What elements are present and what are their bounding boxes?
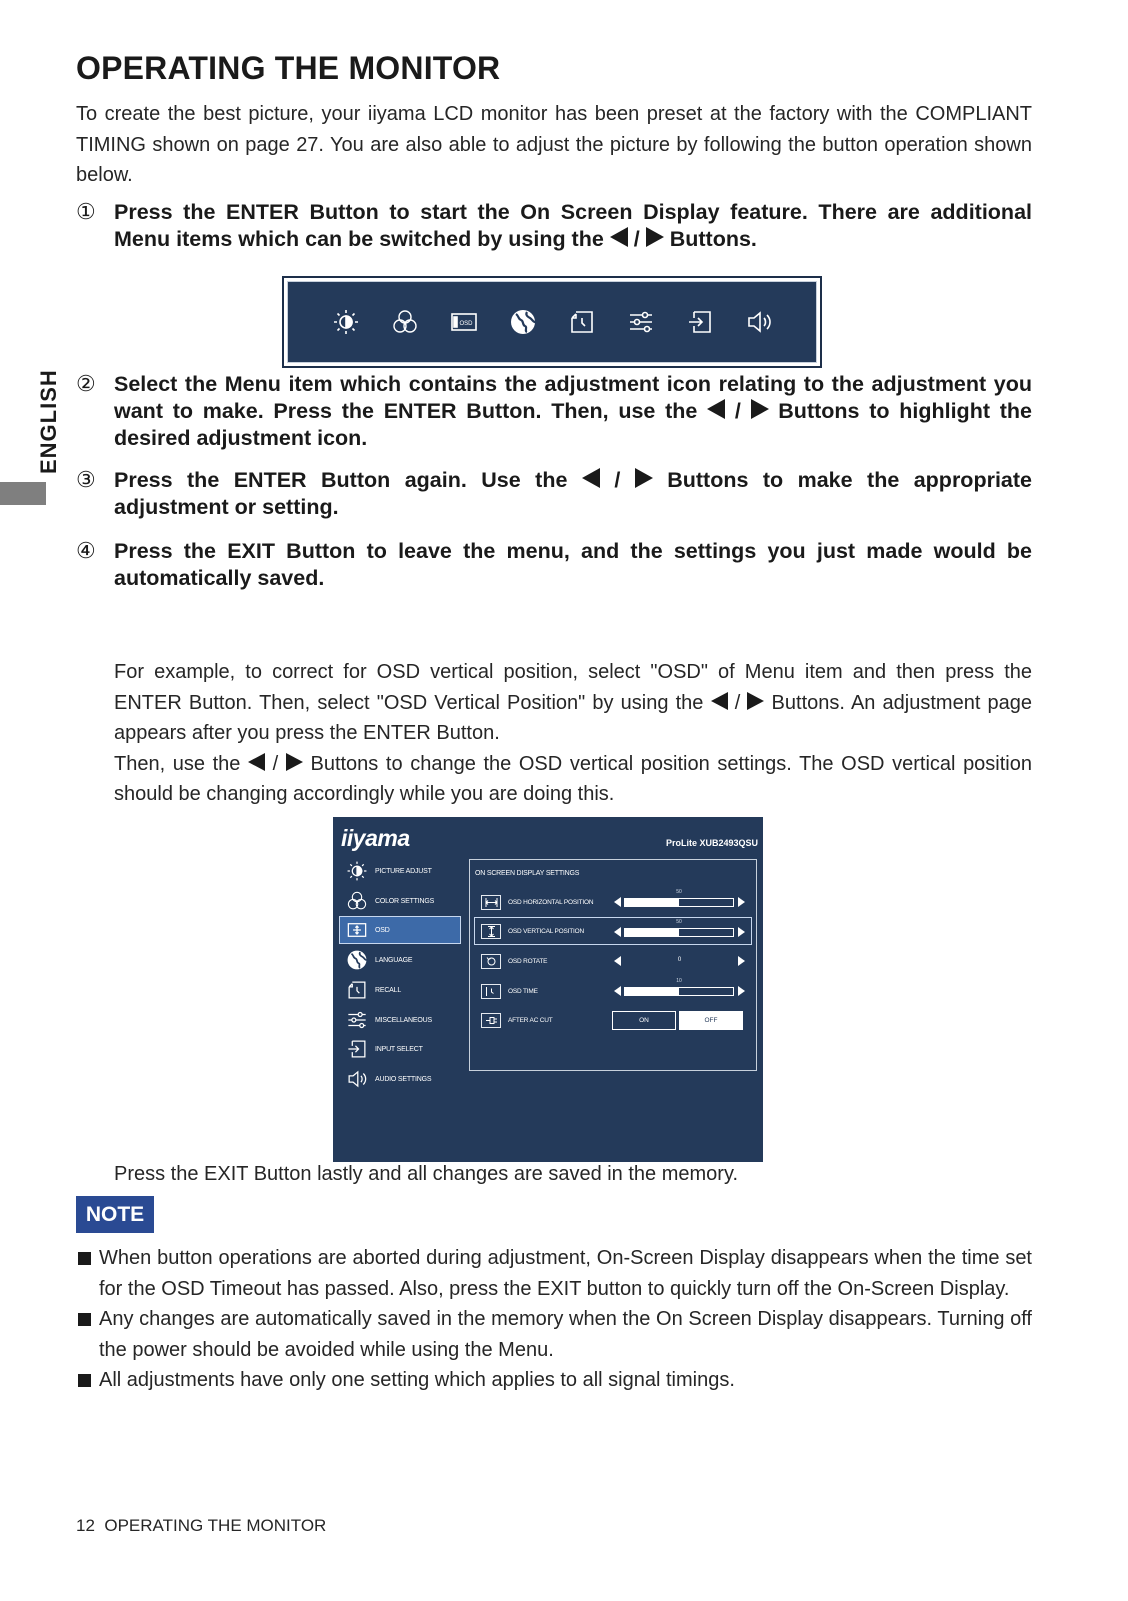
osd-menu-label: MISCELLANEOUS: [375, 1016, 432, 1024]
osd-menu-item-audio-settings[interactable]: [340, 1065, 460, 1093]
step-1: [76, 199, 1032, 253]
right-arrow-icon: [646, 227, 664, 247]
exit-instruction: Press the EXIT Button lastly and all changes are saved in the memory.: [114, 1163, 739, 1185]
increase-arrow-icon[interactable]: [738, 986, 745, 996]
audio-settings-icon: [345, 1067, 369, 1091]
intro-paragraph: To create the best picture, your iiyama LCD monitor has been preset at the factory with the COMPLIANT TIMING shown on page 27. You are also able to adjust the picture by following the button operation shown below.: [76, 103, 1032, 186]
step-text-b: Buttons to make the appropriate adjustment or setting.: [114, 468, 1032, 519]
page-number: 12: [76, 1516, 95, 1535]
power-plug-icon: [481, 1013, 501, 1028]
example-p2: [114, 749, 1032, 810]
osd-menu-item-picture-adjust[interactable]: [340, 857, 460, 885]
osd-menu-item-color-settings[interactable]: [340, 887, 460, 915]
note-item: [76, 1243, 1032, 1304]
example-slash: /: [734, 691, 741, 714]
color-settings-icon: [390, 307, 420, 337]
osd-icon-text: OSD: [458, 321, 473, 327]
osd-menu-label: PICTURE ADJUST: [375, 867, 432, 875]
osd-settings-panel: [469, 859, 757, 1071]
step-number: ②: [76, 371, 96, 396]
osd-menu-item-language[interactable]: [340, 946, 460, 974]
slider-track: [624, 987, 734, 996]
slider-value: 50: [676, 889, 682, 895]
increase-arrow-icon[interactable]: [738, 897, 745, 907]
slider[interactable]: [612, 977, 747, 1005]
step-slash: /: [734, 399, 741, 423]
osd-menu-item-input-select[interactable]: [340, 1035, 460, 1063]
left-arrow-icon: [610, 227, 628, 247]
osd-row-label: OSD TIME: [508, 987, 538, 995]
step-3: [76, 467, 1032, 521]
step-text-a: Press the ENTER Button to start the On Screen Display feature. There are additional Menu items which can be switched by using the: [114, 200, 1032, 251]
osd-menu-label: RECALL: [375, 986, 402, 994]
picture-adjust-icon: [331, 307, 361, 337]
step-text: Press the EXIT Button to leave the menu, and the settings you just made would be automatically saved.: [114, 539, 1032, 590]
osd-menu-strip-inner: [287, 281, 817, 363]
slider-fill: [625, 929, 679, 936]
step-slash: /: [614, 468, 621, 492]
square-bullet-icon: [78, 1374, 91, 1387]
osd-row-horizontal-position[interactable]: [475, 888, 751, 916]
vertical-position-icon: [481, 924, 501, 939]
picture-adjust-icon: [345, 859, 369, 883]
square-bullet-icon: [78, 1252, 91, 1265]
increase-arrow-icon[interactable]: [738, 956, 745, 966]
brand-logo: iiyama: [341, 825, 410, 851]
example-p1-a: For example, to correct for OSD vertical position, select "OSD" of Menu item and then press the ENTER Button. Then, select "OSD Vertical Position" by using the: [114, 661, 1032, 714]
square-bullet-icon: [78, 1313, 91, 1326]
osd-menu-item-recall[interactable]: [340, 976, 460, 1004]
slider-value: 50: [676, 919, 682, 925]
step-text-b: Buttons to highlight the desired adjustment icon.: [114, 399, 1032, 450]
slider-value: 10: [676, 978, 682, 984]
note-badge: NOTE: [76, 1196, 154, 1233]
increase-arrow-icon[interactable]: [738, 927, 745, 937]
left-arrow-icon: [711, 692, 728, 710]
language-side-tab-label: ENGLISH: [36, 369, 61, 474]
osd-screen: [333, 817, 763, 1162]
rotate-icon: [481, 954, 501, 969]
note-text: All adjustments have only one setting which applies to all signal timings.: [99, 1369, 735, 1391]
right-arrow-icon: [747, 692, 764, 710]
off-button[interactable]: OFF: [679, 1011, 743, 1030]
slider[interactable]: [612, 888, 747, 916]
step-number: ④: [76, 538, 96, 563]
slider[interactable]: [612, 918, 747, 946]
input-select-icon: [345, 1037, 369, 1061]
language-side-tab-bar: [0, 482, 46, 505]
osd-menu-label: COLOR SETTINGS: [375, 897, 435, 905]
miscellaneous-icon: [626, 307, 656, 337]
left-arrow-icon: [248, 753, 265, 771]
slider-fill: [625, 899, 679, 906]
color-settings-icon: [345, 889, 369, 913]
example-p1-b: Buttons. An adjustment page appears after you press the ENTER Button.: [114, 691, 1033, 744]
recall-icon: [567, 307, 597, 337]
step-number: ①: [76, 199, 96, 224]
model-name: ProLite XUB2493QSU: [665, 838, 758, 848]
value-selector[interactable]: [612, 947, 747, 975]
decrease-arrow-icon[interactable]: [614, 897, 621, 907]
osd-row-label: OSD HORIZONTAL POSITION: [508, 898, 594, 906]
language-icon: [345, 948, 369, 972]
step-4: [76, 538, 1032, 592]
timer-icon: [481, 984, 501, 999]
osd-icon: [449, 307, 479, 337]
step-text: [114, 467, 1032, 521]
osd-row-after-ac-cut[interactable]: [475, 1006, 751, 1034]
osd-menu-item-osd[interactable]: [339, 916, 461, 944]
step-number: ③: [76, 467, 96, 492]
right-arrow-icon: [286, 753, 303, 771]
osd-icon: [345, 918, 369, 942]
step-text: [114, 371, 1032, 452]
horizontal-position-icon: [481, 895, 501, 910]
example-paragraph: [114, 657, 1032, 810]
note-list: [76, 1243, 1032, 1396]
footer-section: OPERATING THE MONITOR: [104, 1516, 327, 1535]
slider-track: [624, 898, 734, 907]
panel-title: ON SCREEN DISPLAY SETTINGS: [475, 870, 580, 877]
osd-row-label: OSD VERTICAL POSITION: [508, 927, 584, 935]
step-text-a: Select the Menu item which contains the adjustment icon relating to the adjustment you want to make. Press the ENTER Button. Then, use the: [114, 372, 1032, 423]
language-icon: [508, 307, 538, 337]
slider-fill: [625, 988, 679, 995]
slider-track: [624, 928, 734, 937]
osd-menu-label: AUDIO SETTINGS: [375, 1075, 432, 1083]
osd-row-vertical-position[interactable]: [474, 917, 752, 945]
osd-menu-item-miscellaneous[interactable]: [340, 1006, 460, 1034]
step-text: [114, 199, 1032, 253]
osd-menu-label: OSD: [375, 926, 390, 934]
input-select-icon: [685, 307, 715, 337]
audio-settings-icon: [744, 307, 774, 337]
note-item: [76, 1365, 1032, 1396]
step-2: [76, 371, 1032, 452]
osd-menu-label: INPUT SELECT: [375, 1045, 423, 1053]
right-arrow-icon: [635, 468, 653, 488]
page-footer: [76, 1516, 326, 1536]
osd-row-rotate[interactable]: [475, 947, 751, 975]
note-text: When button operations are aborted during adjustment, On-Screen Display disappears when the time set for the OSD Timeout has passed. Also, press the EXIT button to quickly turn off the On-Screen Display.: [99, 1247, 1032, 1300]
decrease-arrow-icon[interactable]: [614, 986, 621, 996]
rotate-value: 0: [677, 957, 682, 963]
toggle[interactable]: [612, 1006, 747, 1034]
example-p2-b: Buttons to change the OSD vertical position settings. The OSD vertical position should be changing accordingly while you are doing this.: [114, 752, 1032, 805]
step-text-b: Buttons.: [669, 227, 757, 251]
step-text-a: Press the ENTER Button again. Use the: [114, 468, 568, 492]
example-p1: [114, 657, 1032, 749]
miscellaneous-icon: [345, 1008, 369, 1032]
osd-row-label: OSD ROTATE: [508, 957, 548, 965]
osd-row-osd-time[interactable]: [475, 977, 751, 1005]
decrease-arrow-icon[interactable]: [614, 927, 621, 937]
note-item: [76, 1304, 1032, 1365]
page-title: OPERATING THE MONITOR: [76, 50, 501, 86]
left-arrow-icon: [707, 399, 725, 419]
osd-menu-strip: [282, 276, 822, 368]
example-p2-a: Then, use the: [114, 752, 241, 775]
recall-icon: [345, 978, 369, 1002]
step-slash: /: [633, 227, 640, 251]
osd-menu-label: LANGUAGE: [375, 956, 413, 964]
example-slash: /: [272, 752, 279, 775]
on-button[interactable]: ON: [612, 1011, 676, 1030]
note-text: Any changes are automatically saved in the memory when the On Screen Display disappears. Turning off the power should be avoided while using the Menu.: [99, 1308, 1032, 1361]
left-arrow-icon: [582, 468, 600, 488]
right-arrow-icon: [751, 399, 769, 419]
osd-row-label: AFTER AC CUT: [508, 1016, 553, 1024]
